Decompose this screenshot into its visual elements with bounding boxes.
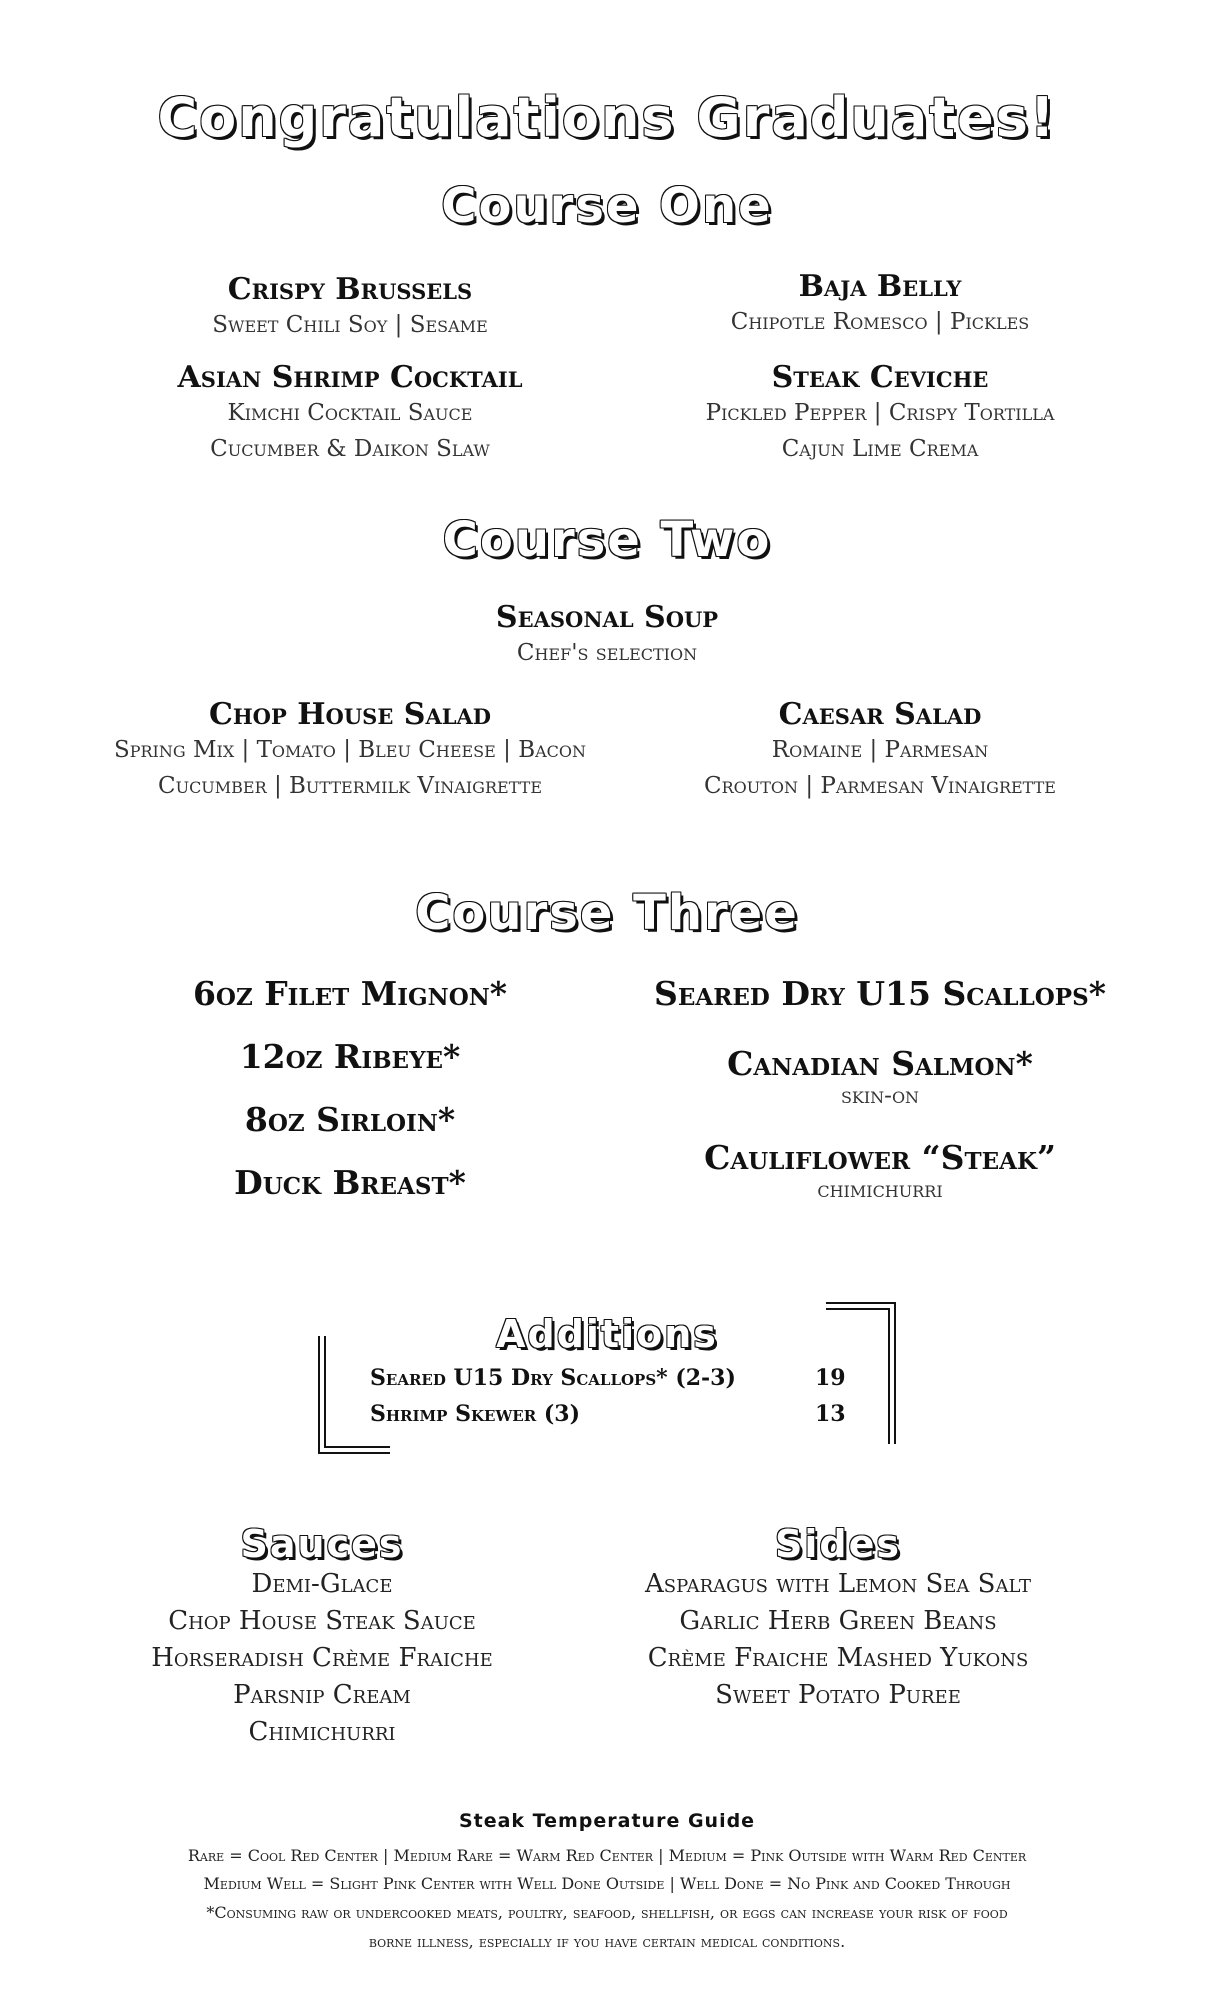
list-item: Horseradish Crème Fraiche	[151, 1643, 493, 1673]
item-name: Caesar Salad	[778, 697, 982, 732]
item-name: Cauliflower “Steak”	[704, 1138, 1056, 1177]
item-desc: Cajun Lime Crema	[781, 436, 979, 462]
addition-name: Shrimp Skewer (3)	[370, 1401, 580, 1427]
disclaimer-line: *Consuming raw or undercooked meats, poultry, seafood, shellfish, or eggs can increase your risk of food	[206, 1903, 1008, 1922]
menu-item-crispy-brussels	[80, 272, 620, 343]
addition-row	[370, 1365, 850, 1391]
sides-list	[618, 1566, 1058, 1714]
item-name: Seared Dry U15 Scallops*	[654, 974, 1106, 1013]
addition-price: 13	[815, 1401, 846, 1427]
item-desc: Kimchi Cocktail Sauce	[227, 400, 473, 426]
item-name: 6oz Filet Mignon*	[192, 974, 508, 1013]
sauces-list	[122, 1566, 522, 1751]
item-desc: Spring Mix | Tomato | Bleu Cheese | Bacon	[113, 737, 587, 763]
menu-item-baja-belly	[610, 269, 1150, 340]
item-desc: chimichurri	[817, 1177, 943, 1203]
item-name: Steak Ceviche	[771, 360, 989, 395]
course-three-title: Course Three	[415, 885, 799, 941]
menu-item-filet-mignon	[80, 974, 620, 1013]
item-desc: Chipotle Romesco | Pickles	[730, 309, 1030, 335]
item-name: Chop House Salad	[208, 697, 492, 732]
course-two-title: Course Two	[442, 512, 772, 568]
item-desc: Crouton | Parmesan Vinaigrette	[703, 773, 1056, 799]
menu-item-ribeye	[80, 1037, 620, 1076]
item-name: Baja Belly	[798, 269, 962, 304]
item-name: 12oz Ribeye*	[239, 1037, 461, 1076]
item-name: Asian Shrimp Cocktail	[177, 360, 523, 395]
addition-price: 19	[815, 1365, 846, 1391]
disclaimer-line: borne illness, especially if you have certain medical conditions.	[368, 1932, 846, 1951]
item-desc: Romaine | Parmesan	[771, 737, 989, 763]
course-one-title: Course One	[441, 178, 773, 234]
item-name: Seasonal Soup	[495, 600, 719, 635]
menu-item-sirloin	[80, 1100, 620, 1139]
item-desc: Cucumber & Daikon Slaw	[210, 436, 490, 462]
page-title: Congratulations Graduates!	[157, 86, 1057, 149]
menu-item-steak-ceviche	[610, 360, 1150, 467]
additions-title: Additions	[496, 1312, 718, 1356]
sauces-title: Sauces	[240, 1522, 404, 1566]
list-item: Crème Fraiche Mashed Yukons	[647, 1643, 1029, 1673]
item-name: Crispy Brussels	[227, 272, 473, 307]
item-desc: Chef's selection	[516, 640, 698, 666]
item-desc: Sweet Chili Soy | Sesame	[212, 312, 488, 338]
addition-name: Seared U15 Dry Scallops* (2-3)	[370, 1365, 736, 1391]
item-name: Canadian Salmon*	[727, 1044, 1033, 1083]
item-desc: Cucumber | Buttermilk Vinaigrette	[157, 773, 543, 799]
sides-title: Sides	[775, 1522, 901, 1566]
list-item: Chop House Steak Sauce	[168, 1606, 476, 1636]
menu-item-seasonal-soup	[0, 600, 1214, 671]
guide-line: Rare = Cool Red Center | Medium Rare = Warm Red Center | Medium = Pink Outside with Warm Red Center	[187, 1846, 1027, 1865]
menu-item-seared-scallops	[610, 974, 1150, 1013]
item-name: Duck Breast*	[234, 1163, 466, 1202]
list-item: Asparagus with Lemon Sea Salt	[645, 1569, 1031, 1599]
list-item: Garlic Herb Green Beans	[679, 1606, 997, 1636]
item-desc: Pickled Pepper | Crispy Tortilla	[705, 400, 1055, 426]
list-item: Sweet Potato Puree	[715, 1680, 961, 1710]
menu-item-chop-house-salad	[80, 697, 620, 804]
menu-item-canadian-salmon	[610, 1044, 1150, 1109]
steak-temperature-guide-title: Steak Temperature Guide	[458, 1810, 756, 1832]
menu-item-duck-breast	[80, 1163, 620, 1202]
item-name: 8oz Sirloin*	[244, 1100, 456, 1139]
addition-row	[370, 1401, 850, 1427]
list-item: Parsnip Cream	[233, 1680, 411, 1710]
menu-item-asian-shrimp-cocktail	[80, 360, 620, 467]
item-desc: skin-on	[840, 1083, 920, 1109]
list-item: Demi-Glace	[251, 1569, 393, 1599]
menu-item-caesar-salad	[610, 697, 1150, 804]
guide-line: Medium Well = Slight Pink Center with Well Done Outside | Well Done = No Pink and Cooked Through	[203, 1874, 1011, 1893]
menu-item-cauliflower-steak	[610, 1138, 1150, 1203]
list-item: Chimichurri	[248, 1717, 396, 1747]
